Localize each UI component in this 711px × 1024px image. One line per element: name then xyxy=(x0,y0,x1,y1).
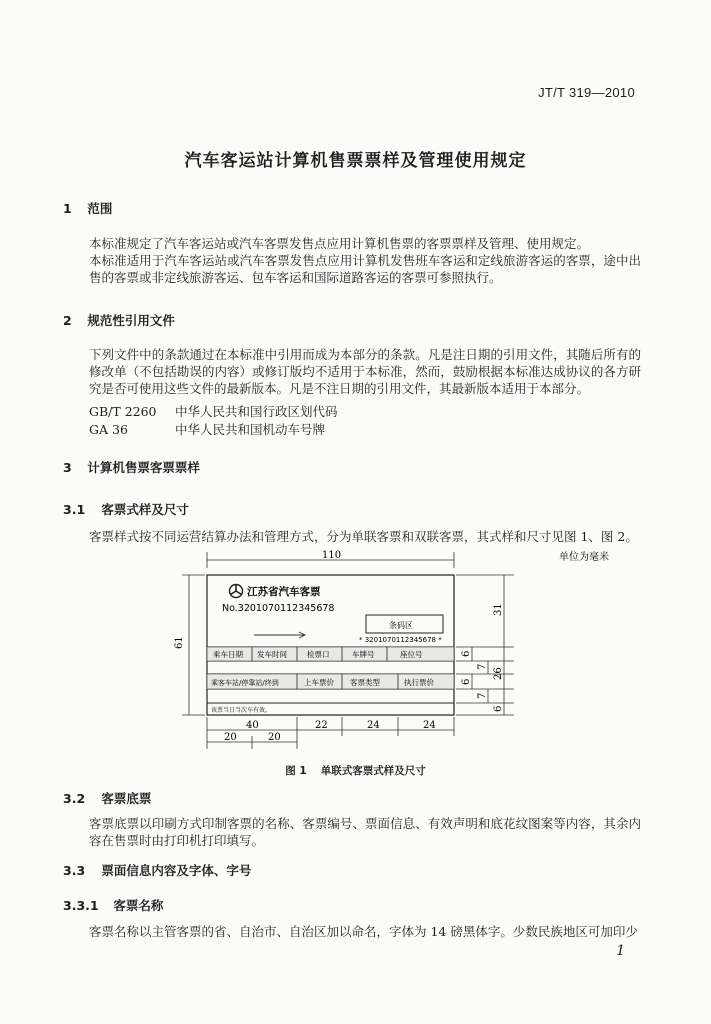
section-title: 范围 xyxy=(87,201,113,216)
section-number: 3 xyxy=(63,460,72,475)
dim-top: 31 xyxy=(493,603,504,616)
paragraph: 本标准规定了汽车客运站或汽车客票发售点应用计算机售票的客票票样及管理、使用规定。 xyxy=(89,236,590,251)
dim-width: 110 xyxy=(322,550,342,561)
field-label: 客票类型 xyxy=(350,678,380,687)
dim-sub: 6 xyxy=(461,650,472,657)
section-title: 票面信息内容及字体、字号 xyxy=(101,863,252,878)
field-label: 乘客车站/停靠站/终到 xyxy=(211,679,279,687)
paragraph: 本标准适用于汽车客运站或汽车客票发售点应用计算机发售班车客运和定线旅游客运的客票，途中出售的客票或非定线旅游客运、包车客运和国际道路客运的客票可参照执行。 xyxy=(89,253,641,285)
reference-title: 中华人民共和国机动车号牌 xyxy=(175,422,326,437)
arrow-icon xyxy=(254,632,305,638)
section-2-heading xyxy=(63,311,175,329)
paragraph: 客票样式按不同运营结算办法和管理方式，分为单联客票和双联客票，其式样和尺寸见图 1、图 2。 xyxy=(89,529,638,544)
dim-bottom-sub: 20 xyxy=(224,732,237,743)
reference-code: GA 36 xyxy=(89,422,128,437)
field-label: 检票口 xyxy=(307,650,330,659)
section-number: 3.3.1 xyxy=(63,898,99,913)
dim-mid: 26 xyxy=(493,667,504,680)
section-number: 3.2 xyxy=(63,791,86,806)
dim-height: 61 xyxy=(174,636,185,649)
section-number: 2 xyxy=(63,313,72,328)
field-label: 发车时间 xyxy=(257,650,287,659)
ticket-name: 江苏省汽车客票 xyxy=(247,586,321,598)
barcode-label: 条码区 xyxy=(389,621,413,630)
field-label: 乘车日期 xyxy=(213,650,243,659)
dim-sub: 7 xyxy=(477,692,488,699)
section-3-heading xyxy=(63,458,200,476)
section-title: 客票底票 xyxy=(101,791,152,806)
section-1-body xyxy=(63,235,641,286)
dim-bottom: 24 xyxy=(423,720,436,731)
document-code: JT/T 319—2010 xyxy=(538,85,635,100)
section-2-body xyxy=(63,346,641,397)
paragraph: 客票底票以印刷方式印制客票的名称、客票编号、票面信息、有效声明和底花纹图案等内容，其余内容在售票时由打印机打印填写。 xyxy=(89,816,641,848)
section-title: 客票式样及尺寸 xyxy=(101,502,189,517)
dim-sub: 7 xyxy=(477,663,488,670)
caption-number: 图 1 xyxy=(285,765,307,777)
field-label: 座位号 xyxy=(400,650,423,659)
field-label: 执行票价 xyxy=(404,678,434,687)
caption-text: 单联式客票式样及尺寸 xyxy=(320,765,426,777)
section-number: 1 xyxy=(63,201,72,216)
barcode-number: * 3201070112345678 * xyxy=(359,636,442,644)
section-3-1-body xyxy=(63,528,641,545)
section-title: 客票名称 xyxy=(113,898,164,913)
field-label: 上车票价 xyxy=(304,678,334,687)
unit-note: 单位为毫米 xyxy=(559,552,609,563)
section-3-3-1-body xyxy=(63,923,641,940)
dim-bottom: 22 xyxy=(315,720,328,731)
figure-1-ticket-drawing xyxy=(0,546,711,766)
section-title: 规范性引用文件 xyxy=(87,313,175,328)
section-3-3-heading xyxy=(63,861,251,879)
dim-bottom-sub: 20 xyxy=(268,732,281,743)
section-1-heading xyxy=(63,199,112,217)
field-label: 车牌号 xyxy=(352,650,375,659)
paragraph: 客票名称以主管客票的省、自治市、自治区加以命名，字体为 14 磅黑体字。少数民族地区可加印少 xyxy=(89,924,638,939)
bus-logo-icon xyxy=(230,585,243,598)
section-title: 计算机售票客票票样 xyxy=(87,460,200,475)
reference-item xyxy=(89,402,338,420)
dim-bottom: 24 xyxy=(367,720,380,731)
reference-title: 中华人民共和国行政区划代码 xyxy=(175,404,338,419)
section-3-3-1-heading xyxy=(63,896,163,914)
reference-item xyxy=(89,420,325,438)
paragraph: 下列文件中的条款通过在本标准中引用而成为本部分的条款。凡是注日期的引用文件，其随后所有的修改单（不包括勘误的内容）或修订版均不适用于本标准，然而，鼓励根据本标准达成协议的各方研究是否可使用这些文件的最新版本。凡是不注日期的引用文件，其最新版本适用于本部分。 xyxy=(89,347,641,396)
reference-code: GB/T 2260 xyxy=(89,404,157,419)
section-number: 3.1 xyxy=(63,502,86,517)
ticket-outline xyxy=(207,575,454,715)
section-3-2-heading xyxy=(63,789,151,807)
section-3-2-body xyxy=(63,815,641,849)
dim-sub: 6 xyxy=(461,678,472,685)
validity-note: 该票当日当次车有效。 xyxy=(211,707,272,714)
document-title: 汽车客运站计算机售票票样及管理使用规定 xyxy=(184,151,527,171)
section-3-1-heading xyxy=(63,500,189,518)
figure-caption xyxy=(0,763,711,778)
ticket-number: No.3201070112345678 xyxy=(222,603,335,614)
dim-sub: 6 xyxy=(493,705,504,712)
section-number: 3.3 xyxy=(63,863,86,878)
page-number: 1 xyxy=(616,943,625,959)
dim-bottom: 40 xyxy=(246,720,259,731)
